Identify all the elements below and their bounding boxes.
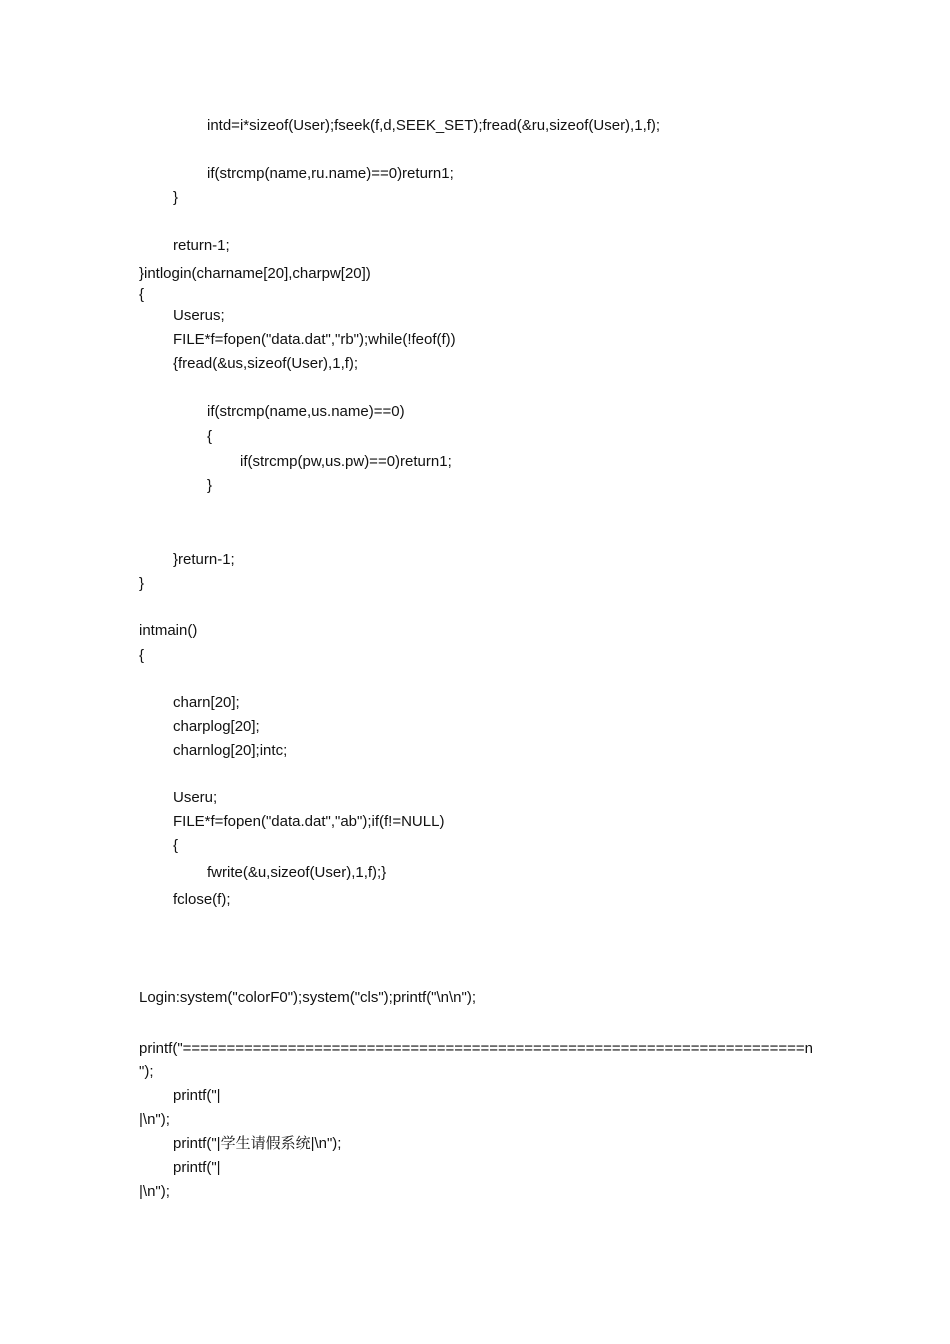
code-line: fwrite(&u,sizeof(User),1,f);} <box>207 864 387 881</box>
code-line: |\n"); <box>139 1183 170 1200</box>
code-line: fclose(f); <box>173 891 231 908</box>
code-line: printf("| <box>173 1087 221 1104</box>
code-line: printf("| <box>173 1159 221 1176</box>
code-line: if(strcmp(pw,us.pw)==0)return1; <box>240 453 452 470</box>
code-line: {fread(&us,sizeof(User),1,f); <box>173 355 359 372</box>
code-line: printf("|学生请假系统|\n"); <box>173 1135 342 1152</box>
code-line: if(strcmp(name,ru.name)==0)return1; <box>207 165 454 182</box>
code-line: { <box>139 286 145 303</box>
code-line: if(strcmp(name,us.name)==0) <box>207 403 405 420</box>
code-line: { <box>207 428 213 445</box>
code-line: { <box>139 647 145 664</box>
code-line: intd=i*sizeof(User);fseek(f,d,SEEK_SET);fread(&ru,sizeof(User),1,f); <box>207 117 661 134</box>
code-line: printf("=======================================================================n <box>139 1040 813 1057</box>
code-line: }intlogin(charname[20],charpw[20]) <box>139 265 371 282</box>
code-line: FILE*f=fopen("data.dat","rb");while(!feof(f)) <box>173 331 456 348</box>
code-line: charn[20]; <box>173 694 240 711</box>
code-line: } <box>173 189 179 206</box>
code-line: "); <box>139 1063 154 1080</box>
code-line: { <box>173 837 179 854</box>
code-line: } <box>139 575 145 592</box>
code-line: Useru; <box>173 789 218 806</box>
code-line: return-1; <box>173 237 230 254</box>
code-line: Login:system("colorF0");system("cls");printf("\n\n"); <box>139 989 477 1006</box>
code-line: FILE*f=fopen("data.dat","ab");if(f!=NULL) <box>173 813 445 830</box>
code-line: intmain() <box>139 622 198 639</box>
code-line: }return-1; <box>173 551 235 568</box>
code-line: } <box>207 477 213 494</box>
code-line: Userus; <box>173 307 225 324</box>
code-line: charplog[20]; <box>173 718 260 735</box>
code-line: charnlog[20];intc; <box>173 742 288 759</box>
code-line: |\n"); <box>139 1111 170 1128</box>
